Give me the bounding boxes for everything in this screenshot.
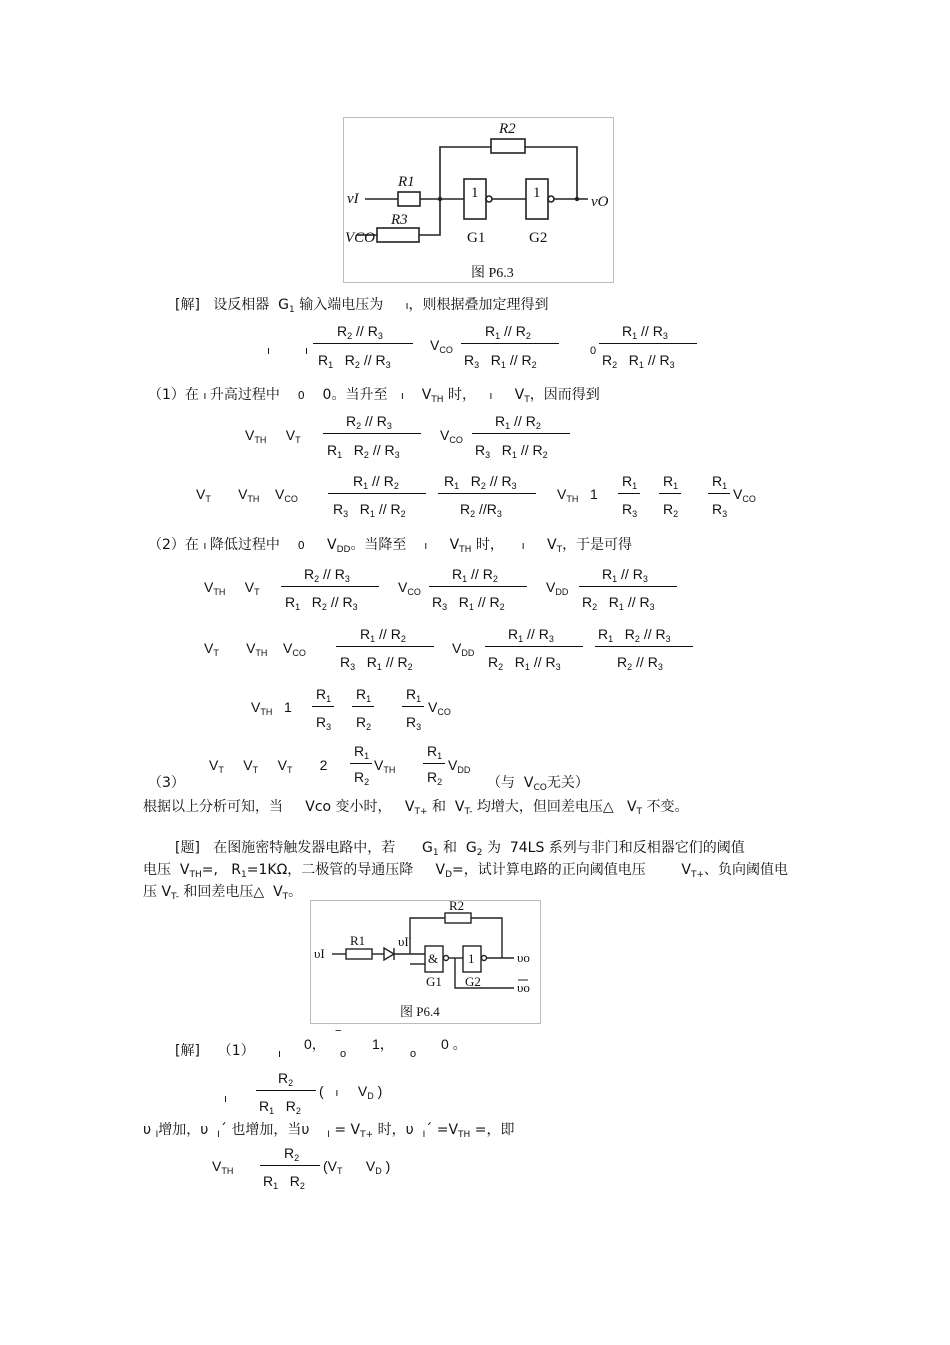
label-R1: R1 (398, 174, 415, 190)
figure-p6-4 (310, 900, 541, 1024)
label-uo: υo (517, 950, 530, 965)
gate2-symbol: 1 (533, 185, 541, 201)
figure-p6-3 (343, 117, 614, 283)
label-G1-b: G1 (426, 974, 442, 989)
label-uI: υI (314, 946, 325, 961)
sol1-part2-text: （2）在 ı 降低过程中 0 $V_{DD}$。当降至 ı $V_{TH}$ 时， ı $V_T$，于是可得 (148, 537, 633, 555)
gate1-symbol: 1 (471, 185, 479, 201)
label-G2-b: G2 (465, 974, 481, 989)
figure-caption-1: 图 P6.3 (471, 266, 514, 281)
sol1-conclusion: 根据以上分析可知，当 Vco 变小时， $V_{T+}$ 和 $V_{T-}$ 均增大，但回差电压△ $V_T$ 不变。 (143, 799, 689, 817)
label-R2: R2 (499, 121, 516, 137)
label-R3: R3 (391, 212, 408, 228)
circuit-diagram-1 (343, 117, 614, 283)
nand-symbol: & (428, 951, 439, 966)
label-R1-b: R1 (350, 933, 366, 948)
label-R2-b: R2 (449, 900, 465, 913)
sol1-intro: [解] 设反相器 $G_1$ 输入端电压为 ı，则根据叠加定理得到 (175, 297, 549, 315)
label-uI-prime: υI′ (398, 934, 412, 949)
label-G1: G1 (467, 230, 486, 246)
label-uo-bar: υo (517, 980, 530, 995)
circuit-diagram-2 (310, 900, 541, 1024)
label-vO: vO (591, 194, 609, 210)
label-vI: vI (347, 191, 359, 207)
label-VCO: VCO (345, 230, 375, 246)
inverter-symbol: 1 (468, 951, 475, 966)
label-G2: G2 (529, 230, 548, 246)
figure-caption-2: 图 P6.4 (400, 1004, 440, 1019)
sol1-part1-text: （1）在 ı 升高过程中 0 0。当升至 ı $V_{TH}$ 时， ı $V_T$，因而得到 (148, 387, 600, 405)
